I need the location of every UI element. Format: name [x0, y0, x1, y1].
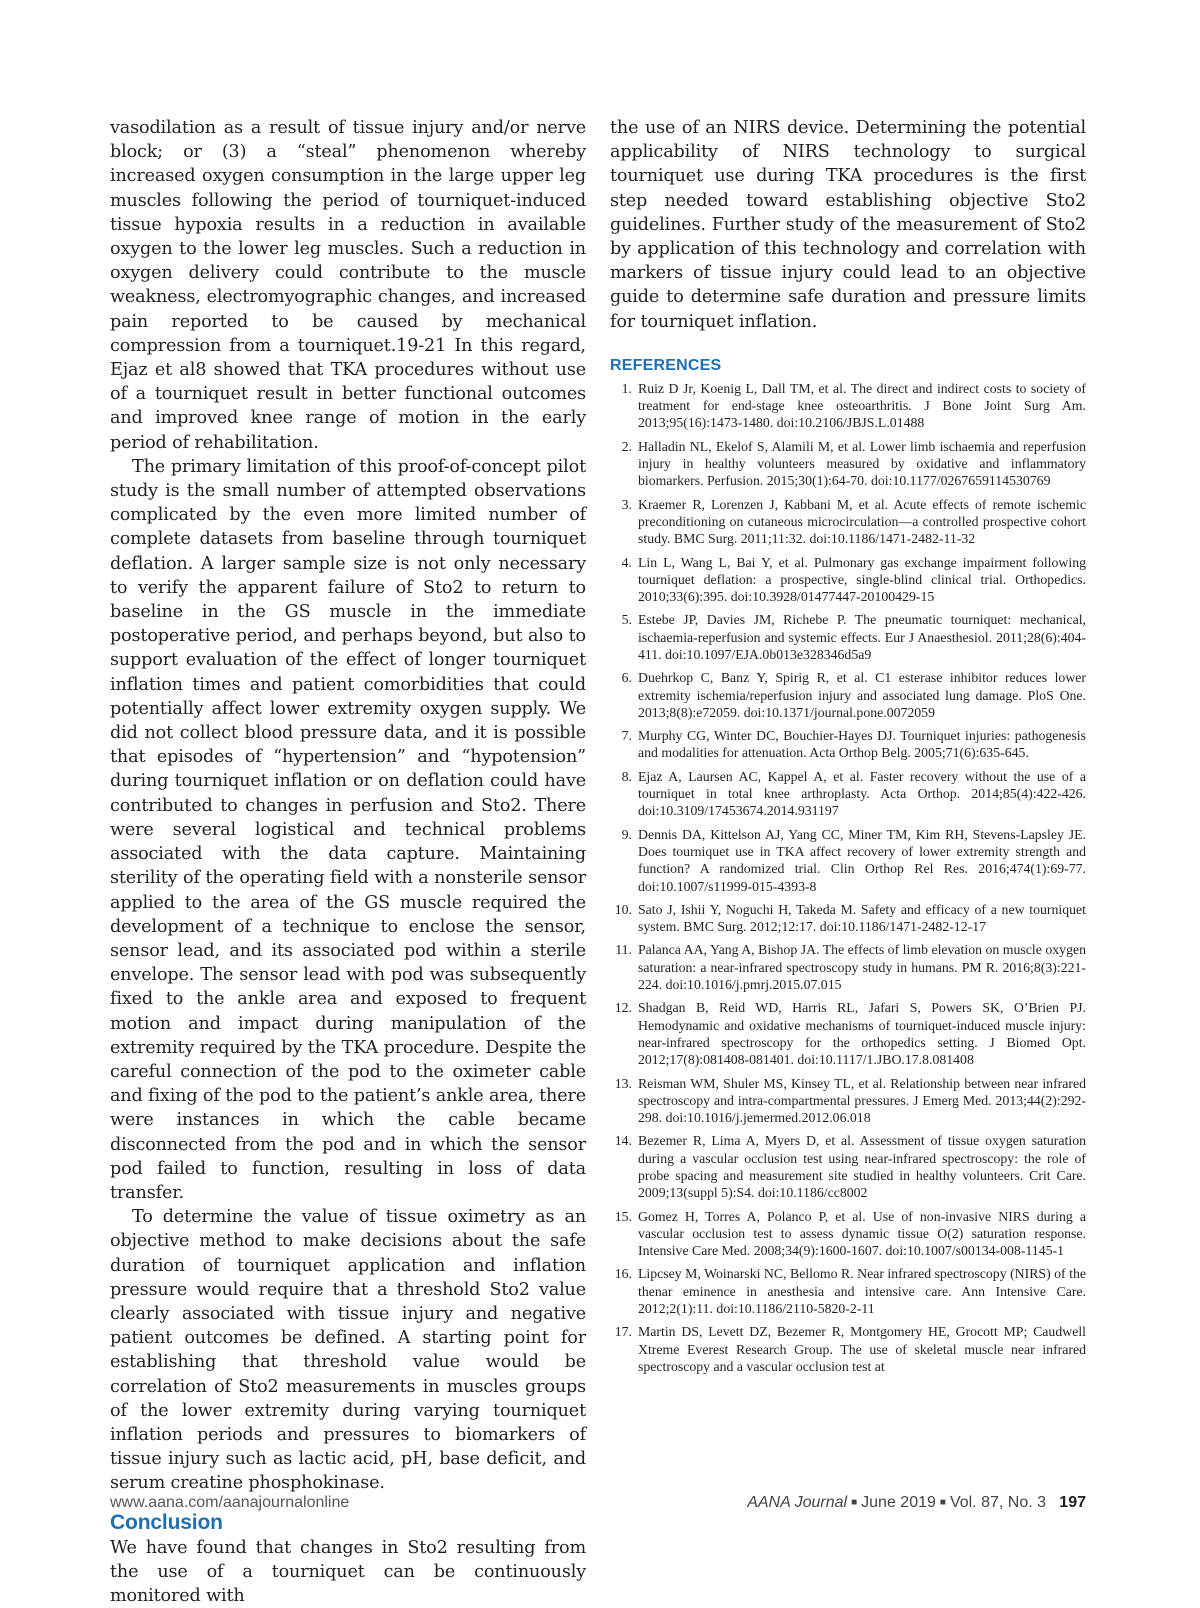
reference-text: Palanca AA, Yang A, Bishop JA. The effects of limb elevation on muscle oxygen saturation: a near-infrared spectroscopy study in humans. PM R. 2016;8(3):221-224. doi:10.1016/j.pmrj.2015.07.015 [638, 942, 1086, 993]
references-heading: REFERENCES [610, 356, 722, 374]
issue-date: June 2019 [861, 1494, 936, 1511]
reference-text: Ejaz A, Laursen AC, Kappel A, et al. Faster recovery without the use of a tourniquet in total knee arthroplasty. Acta Orthop. 2014;85(4):422-426. doi:10.3109/17453674.2014.931197 [638, 768, 1086, 819]
body-paragraph: vasodilation as a result of tissue injury and/or nerve block; or (3) a “steal” phenomenon whereby increased oxygen consumption in the large upper leg muscles following the period of tourniquet-induced tissue hypoxia results in a reduction in available oxygen to the lower leg muscles. Such a reduction in oxygen delivery could contribute to the muscle weakness, electromyographic changes, and increased pain reported to be caused by mechanical compression from a tourniquet.19-21 In this regard, Ejaz et al8 showed that TKA procedures without use of a tourniquet result in better functional outcomes and improved knee range of motion in the early period of rehabilitation. [110, 118, 586, 453]
reference-text: Gomez H, Torres A, Polanco P, et al. Use of non-invasive NIRS during a vascular occlusion test to assess dynamic tissue O(2) saturation response. Intensive Care Med. 2008;34(9):1600-1607. doi:10.1007/s00134-008-1145-1 [638, 1208, 1086, 1259]
reference-number: 4. [621, 554, 632, 570]
conclusion-heading: Conclusion [110, 1510, 223, 1534]
page-footer [110, 1494, 1086, 1516]
reference-number: 7. [621, 728, 632, 744]
separator-square-icon: ■ [851, 1497, 858, 1508]
reference-text: Murphy CG, Winter DC, Bouchier-Hayes DJ. Tourniquet injuries: pathogenesis and modalities for attenuation. Acta Orthop Belg. 2005;71(6):635-645. [638, 728, 1086, 761]
journal-url-link[interactable]: www.aana.com/aanajournalonline [110, 1494, 350, 1511]
reference-text: Duehrkop C, Banz Y, Spirig R, et al. C1 esterase inhibitor reduces lower extremity ischemia/reperfusion injury and associated lung damage. PloS One. 2013;8(8):e72059. doi:10.1371/journal.pone.0072059 [638, 670, 1086, 720]
reference-item [610, 1132, 1086, 1201]
reference-number: 12. [614, 1000, 632, 1016]
volume-issue: Vol. 87, No. 3 [949, 1494, 1046, 1511]
reference-item [610, 1208, 1086, 1260]
reference-number: 14. [614, 1133, 632, 1149]
reference-item [610, 496, 1086, 548]
reference-item [610, 611, 1086, 663]
reference-number: 16. [614, 1266, 632, 1282]
reference-item [610, 438, 1086, 490]
reference-number: 15. [614, 1208, 632, 1224]
reference-number: 5. [621, 612, 632, 628]
reference-number: 3. [621, 496, 632, 512]
reference-number: 6. [621, 670, 632, 686]
reference-number: 17. [614, 1324, 632, 1340]
left-column [110, 116, 586, 1608]
body-paragraph: The primary limitation of this proof-of-concept pilot study is the small number of attempted observations complicated by the even more limited number of complete datasets from baseline through tourniquet deflation. A larger sample size is not only necessary to verify the apparent failure of Sto2 to return to baseline in the GS muscle in the immediate postoperative period, and perhaps beyond, but also to support evaluation of the effect of longer tourniquet inflation times and patient comorbidities that could potentially affect lower extremity oxygen supply. We did not collect blood pressure data, and it is possible that episodes of “hypertension” and “hypotension” during tourniquet inflation or on deflation could have contributed to changes in perfusion and Sto2. There were several logistical and technical problems associated with the data capture. Maintaining sterility of the operating field with a nonsterile sensor applied to the area of the GS muscle required the development of a technique to enclose the sensor, sensor lead, and its associated pod within a sterile envelope. The sensor lead with pod was subsequently fixed to the ankle area and exposed to frequent motion and impact during manipulation of the extremity required by the TKA procedure. Despite the careful connection of the pod to the oximeter cable and fixing of the pod to the patient’s ankle area, there were instances in which the cable became disconnected from the pod and in which the sensor pod failed to function, resulting in loss of data transfer. [110, 456, 586, 1203]
reference-item [610, 1075, 1086, 1127]
reference-text: Ruiz D Jr, Koenig L, Dall TM, et al. The direct and indirect costs to society of treatment for end-stage knee osteoarthritis. J Bone Joint Surg Am. 2013;95(16):1473-1480. doi:10.2106/JBJS.L.01488 [638, 380, 1086, 431]
reference-item [610, 768, 1086, 820]
journal-citation [747, 1494, 1046, 1512]
reference-number: 11. [615, 942, 632, 958]
reference-item [610, 1323, 1086, 1375]
reference-number: 13. [614, 1075, 632, 1091]
reference-item [610, 380, 1086, 432]
reference-text: Reisman WM, Shuler MS, Kinsey TL, et al. Relationship between near infrared spectroscopy and intra-compartmental pressures. J Emerg Med. 2013;44(2):292-298. doi:10.1016/j.jemermed.2012.06.018 [638, 1075, 1086, 1126]
reference-number: 1. [621, 380, 632, 396]
reference-number: 10. [614, 901, 632, 917]
separator-square-icon: ■ [939, 1497, 946, 1508]
reference-text: Kraemer R, Lorenzen J, Kabbani M, et al. Acute effects of remote ischemic preconditioning on cutaneous microcirculation—a controlled prospective cohort study. BMC Surg. 2011;11:32. doi:10.1186/1471-2482-11-32 [638, 496, 1086, 547]
reference-item [610, 999, 1086, 1068]
reference-text: Lipcsey M, Woinarski NC, Bellomo R. Near infrared spectroscopy (NIRS) of the thenar eminence in anesthesia and intensive care. Ann Intensive Care. 2012;2(1):11. doi:10.1186/2110-5820-2-11 [638, 1266, 1086, 1317]
conclusion-paragraph: We have found that changes in Sto2 resulting from the use of a tourniquet can be continuously monitored with [110, 1537, 586, 1606]
right-column [610, 116, 1086, 1381]
reference-item [610, 1265, 1086, 1317]
reference-list [610, 380, 1086, 1375]
reference-text: Shadgan B, Reid WD, Harris RL, Jafari S, Powers SK, O’Brien PJ. Hemodynamic and oxidative mechanisms of tourniquet-induced muscle injury: near-infrared spectroscopy for the orthopedics setting. J Biomed Opt. 2012;17(8):081408-081401. doi:10.1117/1.JBO.17.8.081408 [638, 1000, 1086, 1068]
reference-text: Lin L, Wang L, Bai Y, et al. Pulmonary gas exchange impairment following tourniquet deflation: a prospective, single-blind clinical trial. Orthopedics. 2010;33(6):395. doi:10.3928/01477447-20100429-15 [638, 554, 1086, 605]
reference-item [610, 941, 1086, 993]
reference-item [610, 727, 1086, 762]
reference-number: 8. [621, 768, 632, 784]
reference-item [610, 901, 1086, 936]
page-number: 197 [1059, 1494, 1086, 1511]
reference-item [610, 826, 1086, 895]
reference-number: 9. [621, 826, 632, 842]
reference-item [610, 669, 1086, 721]
reference-item [610, 554, 1086, 606]
reference-text: Dennis DA, Kittelson AJ, Yang CC, Miner TM, Kim RH, Stevens-Lapsley JE. Does tourniquet use in TKA affect recovery of lower extremity strength and function? A randomized trial. Clin Orthop Rel Res. 2016;474(1):69-77. doi:10.1007/s11999-015-4393-8 [638, 826, 1086, 894]
reference-text: Bezemer R, Lima A, Myers D, et al. Assessment of tissue oxygen saturation during a vascular occlusion test using near-infrared spectroscopy: the role of probe spacing and measurement site studied in healthy volunteers. Crit Care. 2009;13(suppl 5):S4. doi:10.1186/cc8002 [638, 1133, 1086, 1201]
reference-number: 2. [621, 438, 632, 454]
reference-text: Halladin NL, Ekelof S, Alamili M, et al. Lower limb ischaemia and reperfusion injury in healthy volunteers measured by oxidative and inflammatory biomarkers. Perfusion. 2015;30(1):64-70. doi:10.1177/0267659114530769 [638, 438, 1086, 489]
body-paragraph: To determine the value of tissue oximetry as an objective method to make decisions about the safe duration of tourniquet application and inflation pressure would require that a threshold Sto2 value clearly associated with tissue injury and negative patient outcomes be defined. A starting point for establishing that threshold value would be correlation of Sto2 measurements in muscles groups of the lower extremity during varying tourniquet inflation periods and pressures to biomarkers of tissue injury such as lactic acid, pH, base deficit, and serum creatine phosphokinase. [110, 1207, 586, 1494]
reference-text: Sato J, Ishii Y, Noguchi H, Takeda M. Safety and efficacy of a new tourniquet system. BMC Surg. 2012;12:17. doi:10.1186/1471-2482-12-17 [638, 901, 1086, 935]
continuation-paragraph: the use of an NIRS device. Determining the potential applicability of NIRS technology to surgical tourniquet use during TKA procedures is the first step needed toward establishing objective Sto2 guidelines. Further study of the measurement of Sto2 by application of this technology and correlation with markers of tissue injury could lead to an objective guide to determine safe duration and pressure limits for tourniquet inflation. [610, 118, 1086, 332]
journal-name: AANA Journal [747, 1494, 848, 1511]
reference-text: Martin DS, Levett DZ, Bezemer R, Montgomery HE, Grocott MP; Caudwell Xtreme Everest Research Group. The use of skeletal muscle near infrared spectroscopy and a vascular occlusion test at [638, 1324, 1086, 1374]
reference-text: Estebe JP, Davies JM, Richebe P. The pneumatic tourniquet: mechanical, ischaemia-reperfusion and systemic effects. Eur J Anaesthesiol. 2011;28(6):404-411. doi:10.1097/EJA.0b013e328346d5a9 [638, 612, 1086, 662]
